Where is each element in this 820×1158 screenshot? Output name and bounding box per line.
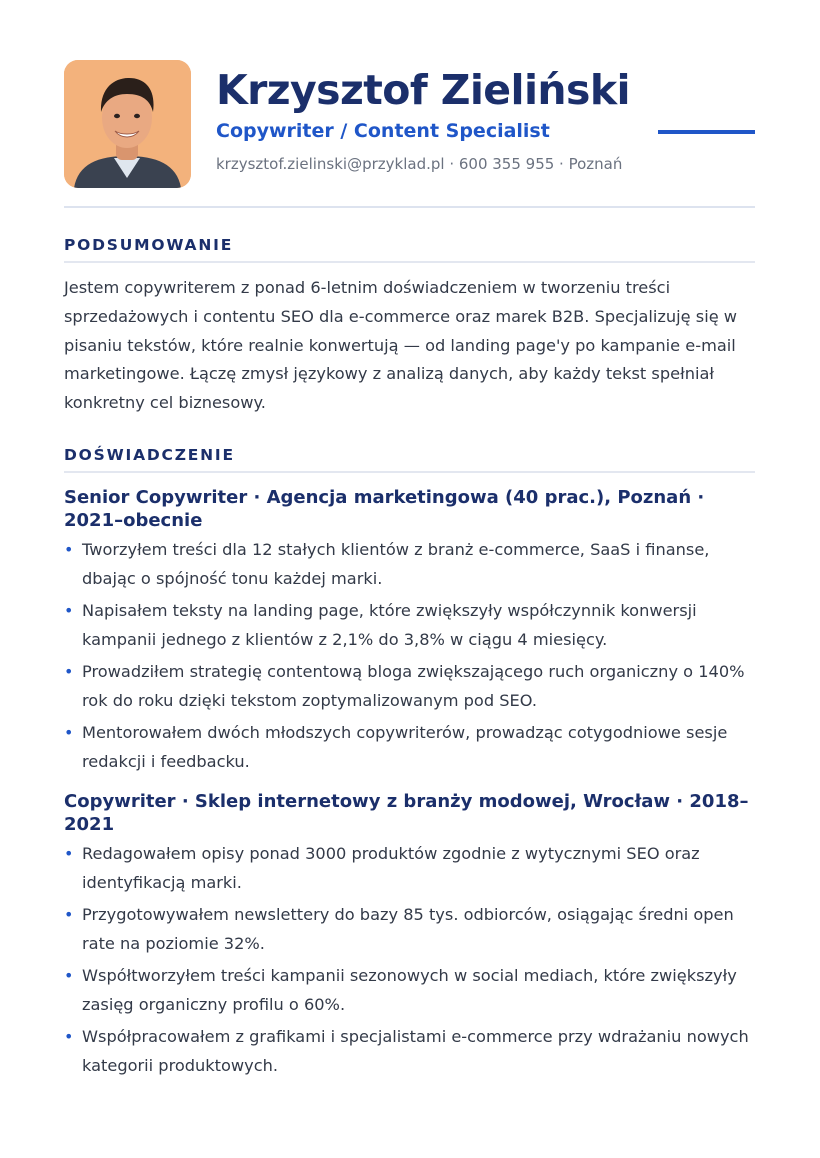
job-bullets [64, 535, 755, 779]
portrait-photo-icon [64, 60, 191, 188]
bullet-icon: • [64, 601, 74, 620]
list-item [64, 657, 755, 715]
bullet-icon: • [64, 844, 74, 863]
bullet-icon: • [64, 1027, 74, 1046]
header-divider [64, 206, 755, 208]
section-heading-summary: PODSUMOWANIE [64, 236, 755, 263]
bullet-text: Współtworzyłem treści kampanii sezonowych w social mediach, które zwiększyły zasięg organiczny profilu o 60%. [82, 966, 737, 1014]
job-bullets [64, 839, 755, 1083]
accent-bar [658, 130, 755, 134]
bullet-text: Prowadziłem strategię contentową bloga zwiększającego ruch organiczny o 140% rok do roku dzięki tekstom zoptymalizowanym pod SEO. [82, 662, 745, 710]
bullet-icon: • [64, 662, 74, 681]
list-item [64, 1022, 755, 1080]
job-title: Senior Copywriter · Agencja marketingowa (40 prac.), Poznań · 2021–obecnie [64, 487, 705, 531]
contact-line: krzysztof.zielinski@przyklad.pl · 600 355 955 · Poznań [216, 155, 623, 173]
profile-photo [64, 60, 191, 188]
bullet-icon: • [64, 723, 74, 742]
list-item [64, 961, 755, 1019]
summary-text: Jestem copywriterem z ponad 6-letnim doświadczeniem w tworzeniu treści sprzedażowych i contentu SEO dla e-commerce oraz marek B2B. Specjalizuję się w pisaniu tekstów, które realnie konwertują — od landing page'y po kampanie e-mail marketingowe. Łączę zmysł językowy z analizą danych, aby każdy tekst spełniał konkretny cel biznesowy. [64, 278, 738, 413]
bullet-text: Tworzyłem treści dla 12 stałych klientów z branż e-commerce, SaaS i finanse, dbając o spójność tonu każdej marki. [82, 540, 710, 588]
bullet-icon: • [64, 540, 74, 559]
candidate-role: Copywriter / Content Specialist [216, 120, 550, 142]
bullet-text: Redagowałem opisy ponad 3000 produktów zgodnie z wytycznymi SEO oraz identyfikacją marki. [82, 844, 700, 892]
bullet-icon: • [64, 905, 74, 924]
list-item [64, 900, 755, 958]
bullet-text: Mentorowałem dwóch młodszych copywriterów, prowadząc cotygodniowe sesje redakcji i feedbacku. [82, 723, 728, 771]
bullet-text: Przygotowywałem newslettery do bazy 85 tys. odbiorców, osiągając średni open rate na poziomie 32%. [82, 905, 734, 953]
bullet-icon: • [64, 966, 74, 985]
list-item [64, 839, 755, 897]
list-item [64, 596, 755, 654]
candidate-name: Krzysztof Zieliński [216, 66, 630, 114]
list-item [64, 535, 755, 593]
job-title: Copywriter · Sklep internetowy z branży modowej, Wrocław · 2018–2021 [64, 791, 749, 835]
bullet-text: Napisałem teksty na landing page, które zwiększyły współczynnik konwersji kampanii jednego z klientów z 2,1% do 3,8% w ciągu 4 miesięcy. [82, 601, 697, 649]
list-item [64, 718, 755, 776]
bullet-text: Współpracowałem z grafikami i specjalistami e-commerce przy wdrażaniu nowych kategorii produktowych. [82, 1027, 749, 1075]
section-heading-experience: DOŚWIADCZENIE [64, 446, 755, 473]
